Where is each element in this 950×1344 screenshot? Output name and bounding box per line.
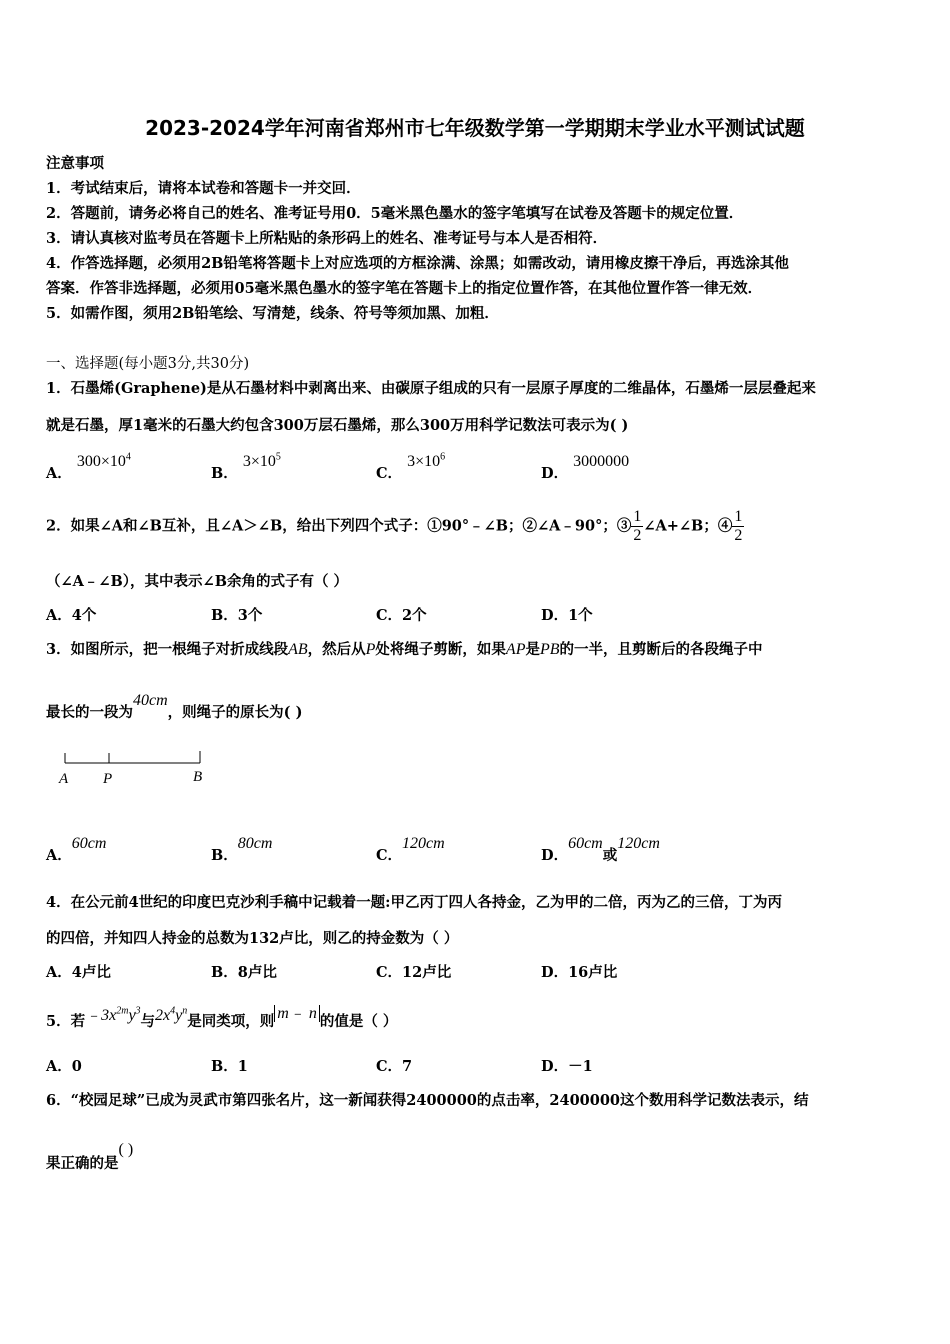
notice-item: 3．请认真核对监考员在答题卡上所粘贴的条形码上的姓名、准考证号与本人是否相符．	[46, 230, 608, 247]
q2-line2: （∠A﹣∠B），其中表示∠B余角的式子有（ ）	[46, 573, 349, 590]
option-base: 3000000	[573, 453, 630, 470]
q2-option-d: D．1个	[541, 607, 593, 624]
q3-length: 40cm	[133, 692, 168, 709]
notice-heading: 注意事项	[46, 155, 104, 172]
q6-line1: 6．“校园足球”已成为灵武市第四张名片，这一新闻获得2400000的点击率，2400000这个数用科学记数法表示，结	[46, 1092, 809, 1109]
q3-line2: 最长的一段为40cm，则绳子的原长为( )	[46, 692, 303, 721]
notice-item: 答案．作答非选择题，必须用05毫米黑色墨水的签字笔在答题卡上的指定位置作答，在其他位置作答一律无效．	[46, 280, 763, 297]
point-p-label: P	[103, 771, 113, 787]
option-exp: 5	[275, 451, 281, 463]
q1-line1: 1．石墨烯(Graphene)是从石墨材料中剥离出来、由碳原子组成的只有一层原子厚度的二维晶体，石墨烯一层层叠起来	[46, 380, 816, 397]
section-heading: 一、选择题(每小题3分,共30分)	[46, 356, 250, 372]
notice-item: 4．作答选择题，必须用2B铅笔将答题卡上对应选项的方框涂满、涂黑；如需改动，请用橡皮擦干净后，再选涂其他	[46, 255, 789, 272]
notice-item: 5．如需作图，须用2B铅笔绘、写清楚，线条、符号等须加黑、加粗．	[46, 305, 499, 322]
option-base: 3×10	[242, 453, 276, 470]
q2-fraction-1: $\frac{1}{2}$	[633, 508, 642, 544]
segment-figure	[52, 745, 212, 790]
q6-answer-paren: ( )	[118, 1141, 134, 1158]
q3-line1: 3．如图所示，把一根绳子对折成线段AB，然后从P处将绳子剪断，如果AP是PB的一半，且剪断后的各段绳子中	[46, 641, 763, 658]
q5-option-b: B．1	[211, 1058, 248, 1075]
q4-option-a: A．4卢比	[46, 964, 111, 981]
q4-line1: 4．在公元前4世纪的印度巴克沙利手稿中记载着一题:甲乙丙丁四人各持金，乙为甲的二倍，丙为乙的三倍，丁为丙	[46, 894, 783, 911]
option-base: 300×10	[76, 453, 126, 470]
notice-item: 2．答题前，请务必将自己的姓名、准考证号用0．5毫米黑色墨水的签字笔填写在试卷及答题卡的规定位置．	[46, 205, 744, 222]
page-title: 2023-2024学年河南省郑州市七年级数学第一学期期末学业水平测试试题	[145, 116, 805, 140]
q1-option-d	[541, 453, 630, 483]
q5-option-a: A．0	[46, 1058, 82, 1075]
q5-option-d: D．－1	[541, 1058, 593, 1075]
q2-text-a: 2．如果∠A和∠B互补，且∠A＞∠B，给出下列四个式子：①90°﹣∠B；②∠A﹣90°；③	[46, 517, 632, 535]
q3-option-c: C．120cm	[376, 835, 445, 864]
notice-item: 1．考试结束后，请将本试卷和答题卡一并交回．	[46, 180, 361, 197]
q5-term1: $﹣3x^{2m}y^3$	[85, 1005, 141, 1024]
option-label: C．	[376, 465, 403, 482]
option-exp: 6	[440, 451, 446, 463]
option-base: 3×10	[407, 453, 441, 470]
q6-line2: 果正确的是( )	[46, 1141, 134, 1172]
q4-option-c: C．12卢比	[376, 964, 452, 981]
q2-option-b: B．3个	[211, 607, 263, 624]
option-label: D．	[541, 465, 569, 482]
point-a-label: A	[59, 771, 69, 787]
q2-text-b: ∠A+∠B；④	[643, 517, 733, 535]
q4-line2: 的四倍，并知四人持金的总数为132卢比，则乙的持金数为（ ）	[46, 930, 459, 947]
q5-line: 5．若$﹣3x^{2m}y^3$与$2x^4y^n$是同类项，则 m﹣ n 的值是（ ）	[46, 1005, 398, 1030]
point-b-label: B	[193, 769, 203, 785]
option-exp: 4	[125, 451, 131, 463]
q5-abs-expression: m﹣ n	[274, 1005, 320, 1022]
q4-option-b: B．8卢比	[211, 964, 277, 981]
option-label: A．	[46, 465, 72, 482]
option-label: B．	[211, 465, 238, 482]
q2-fraction-2: $\frac{1}{2}$	[734, 508, 743, 544]
q2-option-a: A．4个	[46, 607, 97, 624]
q3-option-d: D．60cm或120cm	[541, 835, 660, 864]
q3-option-a: A．60cm	[46, 835, 107, 864]
q1-line2: 就是石墨，厚1毫米的石墨大约包含300万层石墨烯，那么300万用科学记数法可表示为( )	[46, 417, 629, 434]
q2-option-c: C．2个	[376, 607, 427, 624]
q3-option-b: B．80cm	[211, 835, 273, 864]
q4-option-d: D．16卢比	[541, 964, 618, 981]
q2-line1	[46, 508, 744, 545]
q5-term2: $2x^4y^n$	[155, 1005, 188, 1024]
q5-option-c: C．7	[376, 1058, 413, 1075]
